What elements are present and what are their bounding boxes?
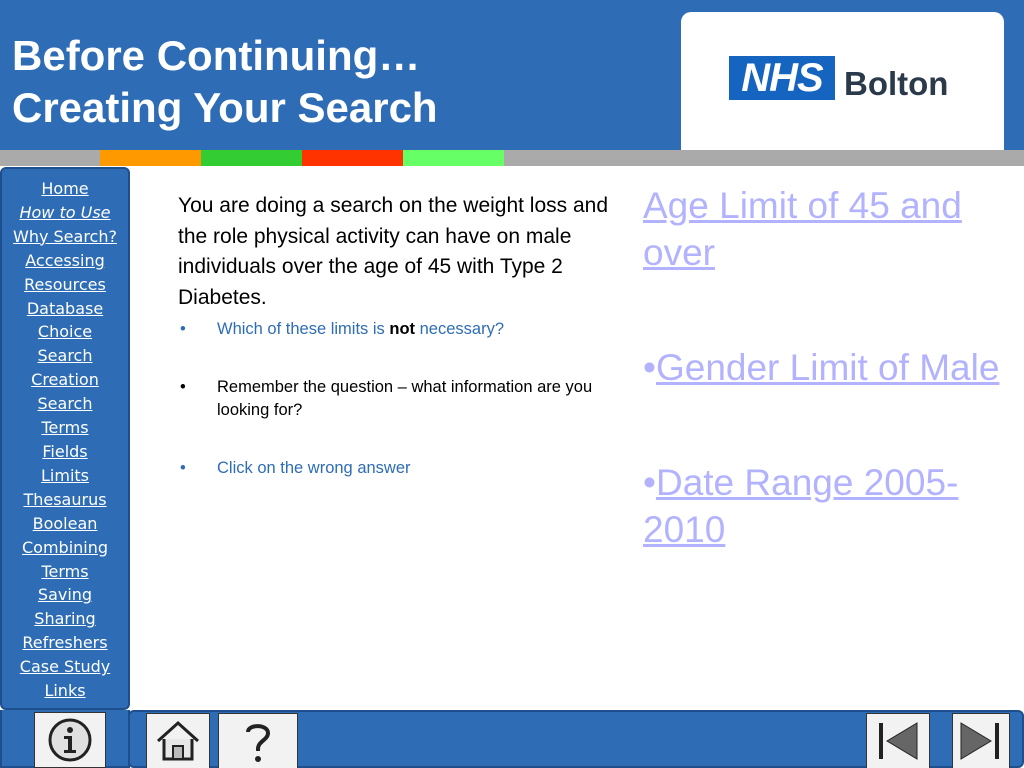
sidebar-item-choice[interactable]: Choice	[37, 322, 93, 342]
answer-option	[643, 182, 1013, 276]
sidebar-nav	[2, 177, 128, 703]
instruction-text: Which of these limits is	[217, 320, 390, 338]
sidebar-item-saving[interactable]: Saving	[37, 585, 93, 605]
sidebar-item-case-study[interactable]: Case Study	[19, 657, 111, 677]
sidebar-item-search[interactable]: Search	[37, 346, 93, 366]
help-icon	[219, 714, 297, 768]
answer-option	[643, 459, 1013, 553]
bottom-toolbar	[128, 710, 1024, 768]
answer-date-range-link[interactable]: Date Range 2005-2010	[643, 462, 959, 550]
sidebar-item-why-search[interactable]: Why Search?	[13, 226, 117, 246]
color-bar-lightgreen	[403, 150, 504, 166]
page-title	[12, 30, 438, 134]
sidebar	[0, 167, 130, 710]
color-bar-orange	[100, 150, 201, 166]
instruction-text: necessary?	[415, 320, 505, 338]
info-panel	[0, 710, 130, 768]
sidebar-item-how-to-use[interactable]: How to Use	[19, 202, 111, 222]
next-button[interactable]	[952, 713, 1010, 768]
instruction-emphasis: not	[389, 320, 416, 338]
answer-gender-limit-link[interactable]: Gender Limit of Male	[655, 347, 1000, 388]
next-icon	[953, 714, 1009, 768]
home-button[interactable]	[146, 713, 210, 768]
nhs-logo-mark: NHS	[729, 56, 835, 100]
nhs-logo	[681, 12, 1004, 168]
sidebar-item-resources[interactable]: Resources	[24, 274, 106, 294]
sidebar-item-home[interactable]: Home	[41, 179, 89, 198]
sidebar-item-search-2[interactable]: Search	[37, 394, 93, 414]
nhs-logo-name: Bolton	[844, 65, 949, 102]
info-button[interactable]	[34, 712, 106, 768]
sidebar-item-refreshers[interactable]: Refreshers	[22, 633, 108, 653]
sidebar-item-accessing[interactable]: Accessing	[25, 250, 105, 270]
sidebar-item-creation[interactable]: Creation	[31, 370, 99, 390]
color-bar-red	[302, 150, 403, 166]
sidebar-item-combining[interactable]: Combining	[21, 537, 109, 557]
question-intro: You are doing a search on the weight loss and the role physical activity can have on male individuals over the age of 45 with Type 2 Diabetes.	[178, 194, 609, 309]
sidebar-item-thesaurus[interactable]: Thesaurus	[23, 489, 107, 509]
sidebar-item-sharing[interactable]: Sharing	[34, 609, 96, 629]
color-bar-green	[201, 150, 302, 166]
sidebar-item-database[interactable]: Database	[26, 298, 104, 318]
instruction-item: • Click on the wrong answer	[178, 457, 618, 480]
instruction-item: • Remember the question – what information are you looking for?	[178, 376, 618, 422]
previous-icon	[867, 714, 929, 768]
answer-options	[643, 182, 1013, 553]
color-bar	[0, 150, 1024, 166]
info-icon	[35, 713, 105, 767]
home-icon	[147, 714, 209, 768]
answer-age-limit-link[interactable]: Age Limit of 45 and over	[643, 185, 962, 273]
answer-bullet: •	[643, 462, 656, 503]
answer-option	[643, 344, 1013, 391]
sidebar-item-links[interactable]: Links	[44, 681, 86, 701]
sidebar-item-limits[interactable]: Limits	[41, 465, 89, 485]
page-title-line1: Before Continuing…	[12, 32, 421, 79]
sidebar-item-terms-2[interactable]: Terms	[41, 561, 89, 581]
instruction-list	[178, 318, 618, 480]
sidebar-item-fields[interactable]: Fields	[42, 441, 88, 461]
sidebar-item-boolean[interactable]: Boolean	[32, 513, 98, 533]
help-button[interactable]	[218, 713, 298, 768]
page-title-line2: Creating Your Search	[12, 84, 438, 131]
answer-bullet: •	[643, 347, 656, 388]
instruction-item	[178, 318, 618, 341]
sidebar-item-terms[interactable]: Terms	[41, 418, 89, 438]
previous-button[interactable]	[866, 713, 930, 768]
